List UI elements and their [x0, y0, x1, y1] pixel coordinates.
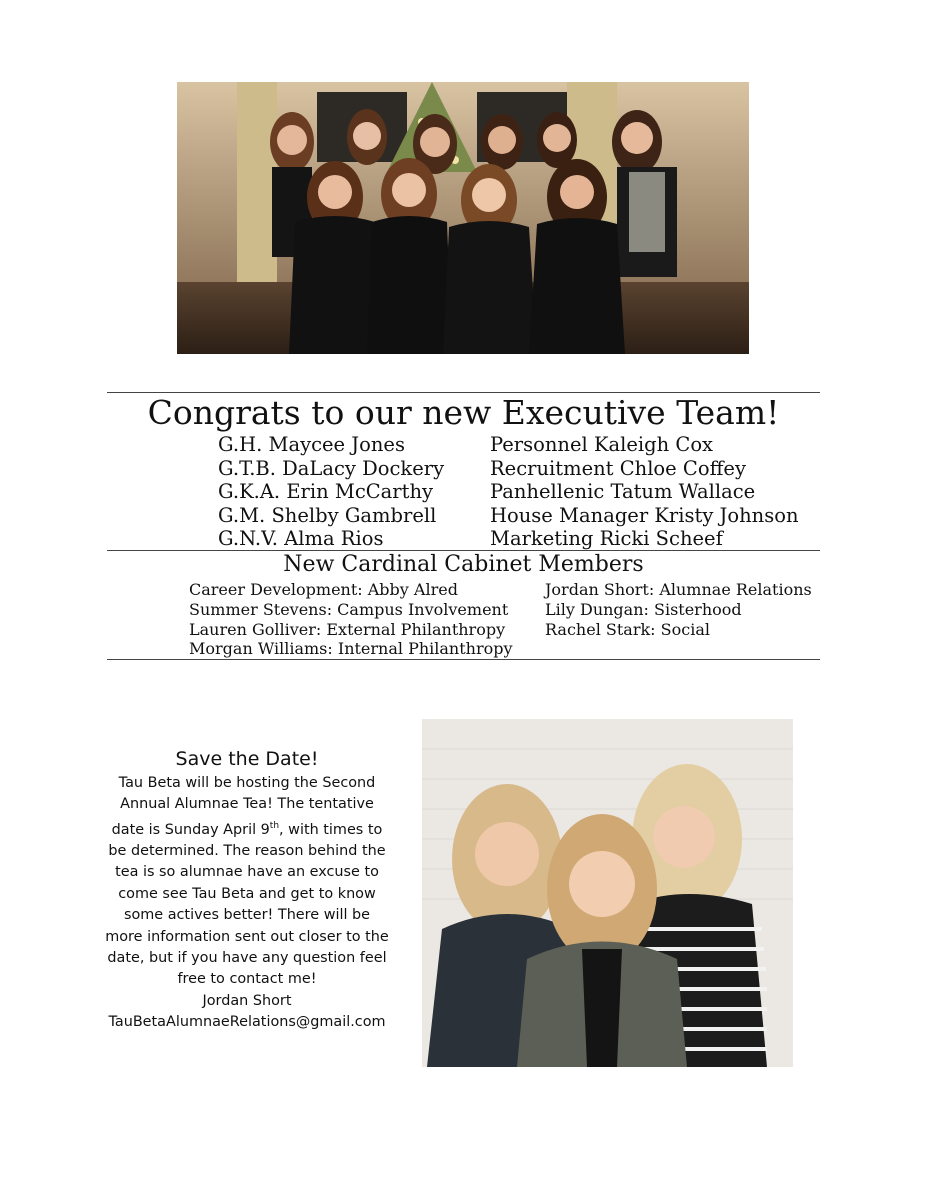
executive-member: House Manager Kristy Johnson [490, 503, 799, 527]
body-line: date, but if you have any question feel [107, 950, 387, 967]
cabinet-member: Career Development: Abby Alred [189, 580, 458, 599]
body-line: some actives better! There will be [123, 907, 371, 924]
executive-team-group-photo [177, 82, 749, 354]
signature: Jordan Short [202, 992, 292, 1009]
divider-bottom [107, 659, 820, 660]
group-photo-illustration [177, 82, 749, 354]
body-line: tea is so alumnae have an excuse to [115, 864, 379, 881]
body-line [92, 816, 402, 841]
cabinet-member: Rachel Stark: Social [545, 619, 710, 639]
cabinet-member: Summer Stevens: Campus Involvement [189, 599, 509, 619]
cabinet-member: Lauren Golliver: External Philanthropy [189, 619, 506, 639]
date-text: date is Sunday April 9 [111, 821, 270, 838]
body-line: Annual Alumnae Tea! The tentative [120, 796, 374, 813]
executive-member: G.H. Maycee Jones [218, 433, 405, 456]
contact-email: TauBetaAlumnaeRelations@gmail.com [108, 1014, 386, 1031]
cabinet-heading: New Cardinal Cabinet Members [283, 552, 644, 577]
body-line: more information sent out closer to the [105, 928, 389, 945]
save-the-date-title: Save the Date! [175, 748, 319, 770]
curtain-left [237, 82, 277, 282]
three-members-illustration [422, 719, 793, 1067]
executive-list-right [490, 433, 799, 551]
executive-member: Panhellenic Tatum Wallace [490, 480, 756, 503]
three-members-photo [422, 719, 793, 1067]
executive-list-left [218, 433, 444, 551]
date-suffix: th [269, 820, 280, 831]
cabinet-member: Lily Dungan: Sisterhood [545, 599, 742, 619]
cabinet-member: Jordan Short: Alumnae Relations [545, 580, 812, 599]
executive-member: G.T.B. DaLacy Dockery [218, 456, 445, 480]
executive-member: Marketing Ricki Scheef [490, 527, 723, 550]
executive-member: Recruitment Chloe Coffey [490, 456, 746, 480]
executive-member: G.N.V. Alma Rios [218, 527, 384, 550]
cabinet-member: Morgan Williams: Internal Philanthropy [189, 639, 513, 659]
cabinet-list-left [189, 580, 513, 659]
executive-member: G.K.A. Erin McCarthy [218, 480, 434, 503]
save-the-date-body [92, 773, 402, 1034]
body-line: be determined. The reason behind the [108, 843, 386, 860]
executive-member: Personnel Kaleigh Cox [490, 433, 714, 456]
save-the-date-section [92, 745, 402, 1034]
executive-member: G.M. Shelby Gambrell [218, 503, 437, 527]
date-text-after: , with times to [279, 821, 383, 838]
cabinet-list-right [545, 580, 812, 639]
body-line: Tau Beta will be hosting the Second [118, 775, 376, 791]
body-line: come see Tau Beta and get to know [118, 885, 376, 902]
executive-team-heading: Congrats to our new Executive Team! [147, 393, 780, 432]
body-line: free to contact me! [177, 971, 317, 988]
